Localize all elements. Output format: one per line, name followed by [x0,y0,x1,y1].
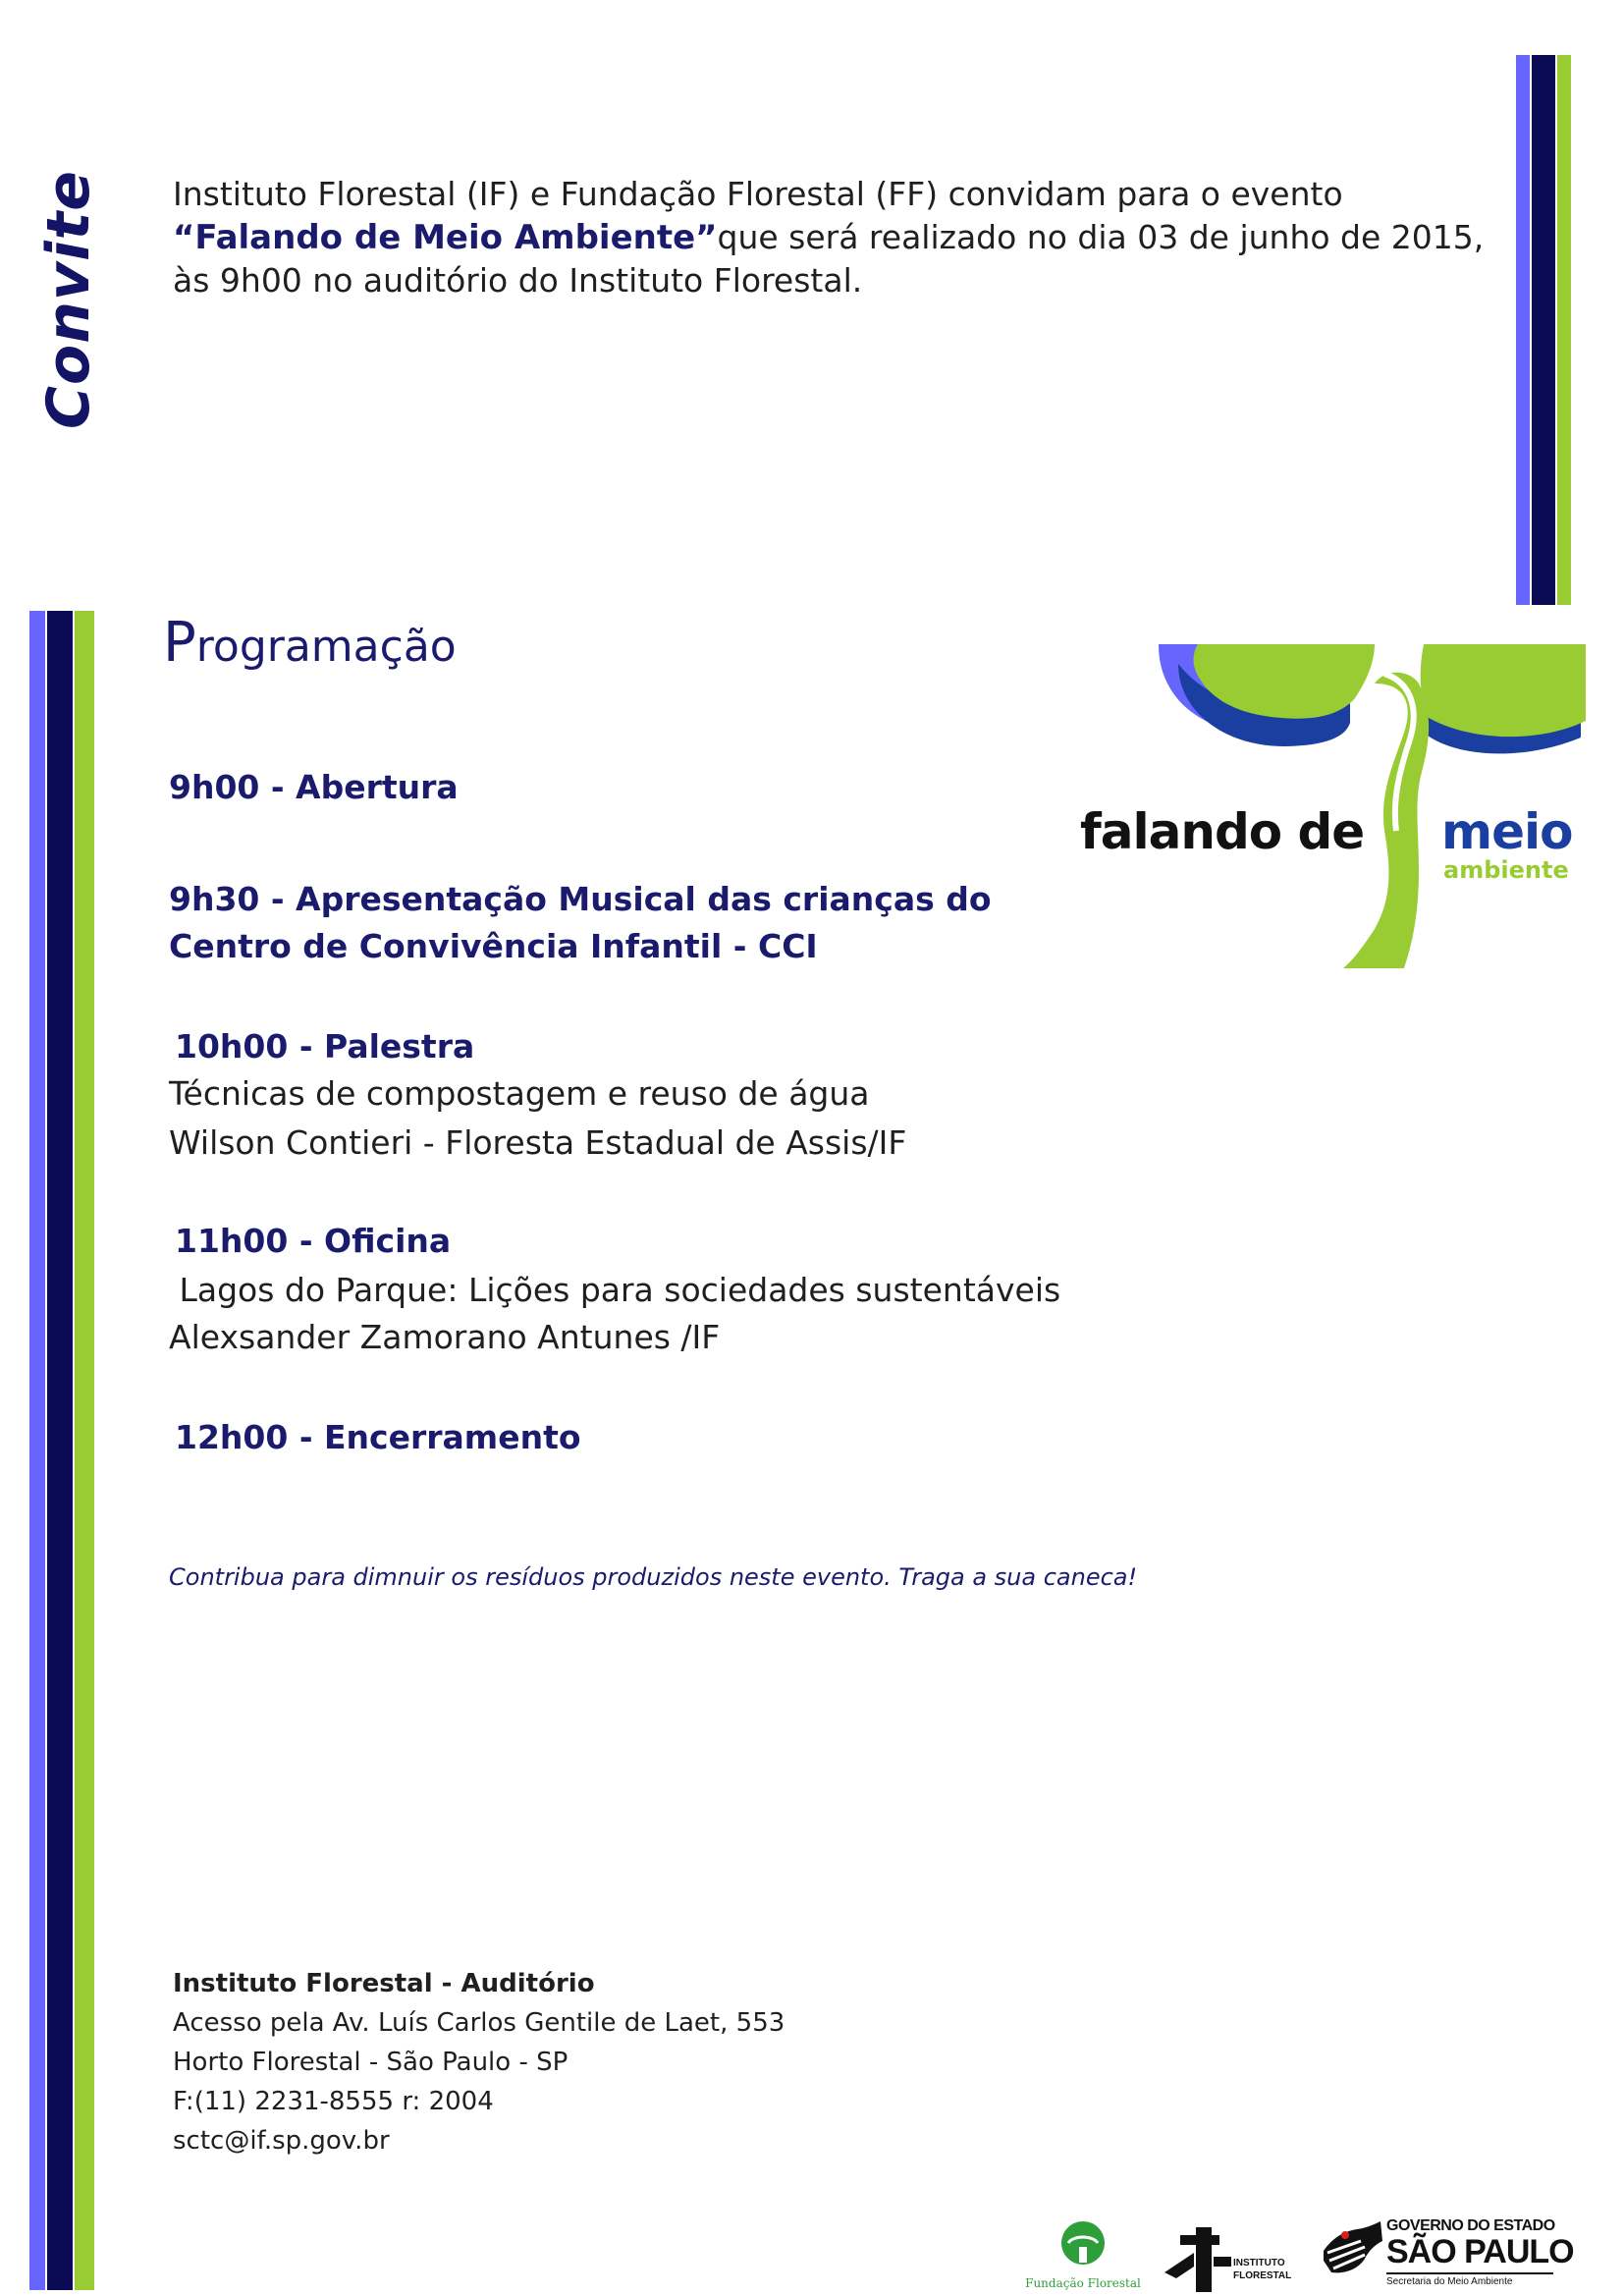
fundacao-florestal-text: Fundação Florestal [1025,2276,1141,2290]
event-logo-word2: meio [1441,803,1573,860]
convite-label [29,157,108,442]
intro-line-3: às 9h00 no auditório do Instituto Florestal. [173,261,863,300]
tree-icon [1019,2221,1147,2269]
convite-text: Convite [34,169,103,430]
program-item-detail: Técnicas de compostagem e reuso de água [169,1074,870,1113]
program-title-initial: P [163,611,196,675]
governo-sp-logo [1322,2217,1577,2292]
intro-line-2-rest: que será realizado no dia 03 de junho de 2015, [717,218,1485,256]
top-right-stripe-blue [1516,55,1530,605]
intro-line-2 [173,216,1489,259]
program-item-detail: Lagos do Parque: Lições para sociedades sustentáveis [169,1271,1061,1309]
sp-map-icon [1322,2221,1384,2276]
instituto-florestal-logo [1164,2227,1292,2292]
event-name: “Falando de Meio Ambiente” [173,218,718,257]
program-item-head-line2: Centro de Convivência Infantil - CCI [169,927,818,965]
left-stripe-blue [29,611,45,2290]
top-right-stripe-navy [1532,55,1555,605]
program-item-detail: Alexsander Zamorano Antunes /IF [169,1318,721,1356]
instituto-line1: INSTITUTO [1233,2258,1285,2269]
top-right-stripe-green [1557,55,1571,605]
address-title: Instituto Florestal - Auditório [173,1969,595,1998]
event-logo-word3: ambiente [1443,856,1569,884]
instituto-florestal-text [1233,2257,1291,2282]
program-item-head: 12h00 - Encerramento [175,1418,581,1456]
intro-line-1: Instituto Florestal (IF) e Fundação Florestal (FF) convidam para o evento [173,175,1343,213]
program-item-head: 11h00 - Oficina [175,1222,452,1260]
address-line: Acesso pela Av. Luís Carlos Gentile de Laet, 553 [173,2008,785,2038]
program-title-rest: rogramação [195,622,457,672]
gov-line2: SÃO PAULO [1386,2233,1574,2270]
left-stripe-navy [47,611,73,2290]
gov-line1: GOVERNO DO ESTADO [1386,2217,1555,2234]
address-phone: F:(11) 2231-8555 r: 2004 [173,2087,494,2116]
program-item-head: 10h00 - Palestra [175,1027,475,1066]
event-logo [1080,644,1591,968]
program-item-detail: Wilson Contieri - Floresta Estadual de Assis/IF [169,1123,907,1162]
program-item-head: 9h00 - Abertura [169,768,459,806]
instituto-line2: FLORESTAL [1233,2270,1292,2281]
fundacao-florestal-logo [1019,2221,1147,2290]
instituto-florestal-icon [1164,2227,1233,2292]
address-line: Horto Florestal - São Paulo - SP [173,2048,568,2077]
event-logo-word1: falando de [1080,803,1365,860]
left-stripe-green [75,611,94,2290]
address-block [173,1964,785,2160]
program-item-head: 9h30 - Apresentação Musical das crianças do [169,880,992,918]
gov-line3: Secretaria do Meio Ambiente [1386,2272,1553,2287]
program-title [163,611,457,675]
note-text: Contribua para dimnuir os resíduos produzidos neste evento. Traga a sua caneca! [169,1563,1138,1591]
intro-paragraph [173,173,1489,302]
address-email: sctc@if.sp.gov.br [173,2126,390,2156]
